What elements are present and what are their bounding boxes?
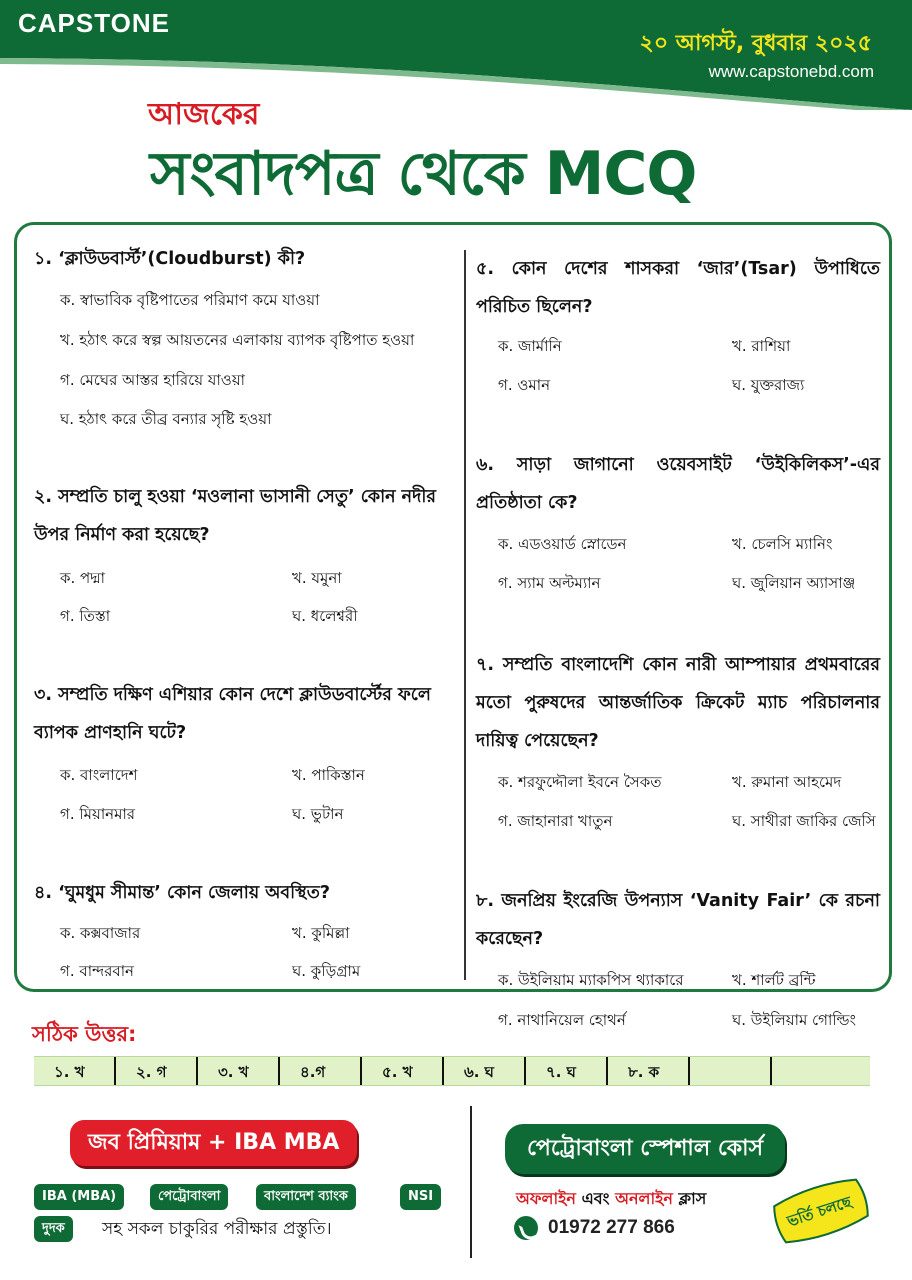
q5-option-d[interactable]: ঘ. যুক্তরাজ্য xyxy=(732,376,805,394)
q5-option-b[interactable]: খ. রাশিয়া xyxy=(732,337,791,355)
q3-option-b[interactable]: খ. পাকিস্তান xyxy=(292,766,365,784)
phone-contact[interactable] xyxy=(514,1214,675,1242)
question-2: ২. সম্প্রতি চালু হওয়া ‘মওলানা ভাসানী সেতু’ কোন নদীর উপর নির্মাণ করা হয়েছে? xyxy=(34,487,436,545)
date-label: ২০ আগস্ট, বুধবার ২০২৫ xyxy=(639,31,872,56)
online-label: অনলাইন xyxy=(615,1189,673,1208)
answers-bar xyxy=(34,1056,870,1086)
q7-option-c[interactable]: গ. জাহানারা খাতুন xyxy=(498,812,613,830)
question-5: ৫. কোন দেশের শাসকরা ‘জার’(Tsar) উপাধিতে পরিচিত ছিলেন? xyxy=(476,259,880,317)
tag-bangladesh-bank[interactable]: বাংলাদেশ ব্যাংক xyxy=(256,1184,356,1210)
q7-option-a[interactable]: ক. শরফুদ্দৌলা ইবনে সৈকত xyxy=(498,773,662,791)
q4-option-c[interactable]: গ. বান্দরবান xyxy=(60,962,135,980)
page-title: সংবাদপত্র থেকে MCQ xyxy=(150,139,697,209)
petrobangla-course-banner[interactable]: পেট্রোবাংলা স্পেশাল কোর্স xyxy=(505,1124,785,1174)
answer-cell: ৫. খ xyxy=(362,1057,444,1085)
q6-option-a[interactable]: ক. এডওয়ার্ড স্নোডেন xyxy=(498,535,627,553)
answer-cell xyxy=(772,1057,854,1085)
admission-stamp xyxy=(765,1168,876,1253)
q3-option-d[interactable]: ঘ. ভুটান xyxy=(292,805,344,823)
question-1: ১. ‘ক্লাউডবার্স্ট’(Cloudburst) কী? xyxy=(34,249,306,269)
q6-option-d[interactable]: ঘ. জুলিয়ান অ্যাসাঞ্জ xyxy=(732,574,856,592)
title-prefix: আজকের xyxy=(148,97,260,132)
phone-number[interactable]: 01972 277 866 xyxy=(548,1217,675,1238)
question-4: ৪. ‘ঘুমধুম সীমান্ত’ কোন জেলায় অবস্থিত? xyxy=(34,883,331,903)
q3-option-a[interactable]: ক. বাংলাদেশ xyxy=(60,766,138,784)
q2-option-b[interactable]: খ. যমুনা xyxy=(292,569,342,587)
q1-option-b[interactable]: খ. হঠাৎ করে স্বল্প আয়তনের এলাকায় ব্যাপক বৃষ্টিপাত হওয়া xyxy=(60,331,415,349)
classes-label: ক্লাস xyxy=(678,1189,707,1208)
tag-dudok[interactable]: দুদক xyxy=(34,1216,73,1242)
q4-option-b[interactable]: খ. কুমিল্লা xyxy=(292,924,350,942)
q1-option-c[interactable]: গ. মেঘের আস্তর হারিয়ে যাওয়া xyxy=(60,371,246,389)
prep-text: সহ সকল চাকুরির পরীক্ষার প্রস্তুতি। xyxy=(102,1219,332,1239)
answer-cell xyxy=(690,1057,772,1085)
offline-label: অফলাইন xyxy=(516,1189,576,1208)
q1-option-d[interactable]: ঘ. হঠাৎ করে তীব্র বন্যার সৃষ্টি হওয়া xyxy=(60,410,272,428)
answer-cell: ১. খ xyxy=(34,1057,116,1085)
answers-title: সঠিক উত্তর: xyxy=(32,1022,137,1046)
question-3: ৩. সম্প্রতি দক্ষিণ এশিয়ার কোন দেশে ক্লাউডবার্স্টের ফলে ব্যাপক প্রাণহানি ঘটে? xyxy=(34,685,431,743)
and-label: এবং xyxy=(581,1189,610,1208)
question-7: ৭. সম্প্রতি বাংলাদেশি কোন নারী আম্পায়ার প্রথমবারের মতো পুরুষদের আন্তর্জাতিক ক্রিকেট ম্যাচ পরিচালনার দায়িত্ব পেয়েছেন? xyxy=(476,655,880,751)
tag-iba-mba[interactable]: IBA (MBA) xyxy=(34,1184,124,1210)
question-8: ৮. জনপ্রিয় ইংরেজি উপন্যাস ‘Vanity Fair’ কে রচনা করেছেন? xyxy=(476,891,880,949)
q5-option-c[interactable]: গ. ওমান xyxy=(498,376,551,394)
q1-option-a[interactable]: ক. স্বাভাবিক বৃষ্টিপাতের পরিমাণ কমে যাওয়া xyxy=(60,291,320,309)
brand-logo: CAPSTONE xyxy=(18,8,170,38)
q8-option-d[interactable]: ঘ. উইলিয়াম গোল্ডিং xyxy=(732,1011,856,1029)
answer-cell: ৬. ঘ xyxy=(444,1057,526,1085)
stamp-text: ভর্তি চলছে xyxy=(784,1192,854,1231)
q8-option-a[interactable]: ক. উইলিয়াম ম্যাকপিস থ্যাকারে xyxy=(498,971,684,989)
answer-cell: ৪.গ xyxy=(280,1057,362,1085)
q6-option-c[interactable]: গ. স্যাম অল্টম্যান xyxy=(498,574,601,592)
q2-option-d[interactable]: ঘ. ধলেশ্বরী xyxy=(292,607,358,625)
q4-option-d[interactable]: ঘ. কুড়িগ্রাম xyxy=(292,962,361,980)
q7-option-b[interactable]: খ. রুমানা আহমেদ xyxy=(732,773,842,791)
answer-cell: ৩. খ xyxy=(198,1057,280,1085)
q2-option-a[interactable]: ক. পদ্মা xyxy=(60,569,106,587)
tag-petrobangla[interactable]: পেট্রোবাংলা xyxy=(150,1184,228,1210)
q7-option-d[interactable]: ঘ. সাথীরা জাকির জেসি xyxy=(732,812,876,830)
q2-option-c[interactable]: গ. তিস্তা xyxy=(60,607,111,625)
answer-cell: ৮. ক xyxy=(608,1057,690,1085)
q5-option-a[interactable]: ক. জার্মানি xyxy=(498,337,562,355)
phone-icon xyxy=(514,1216,538,1240)
q4-option-a[interactable]: ক. কক্সবাজার xyxy=(60,924,141,942)
footer-divider xyxy=(470,1106,472,1258)
answer-cell: ২. গ xyxy=(116,1057,198,1085)
job-premium-banner[interactable]: জব প্রিমিয়াম + IBA MBA xyxy=(70,1120,357,1166)
q6-option-b[interactable]: খ. চেলসি ম্যানিং xyxy=(732,535,833,553)
q3-option-c[interactable]: গ. মিয়ানমার xyxy=(60,805,136,823)
website-link[interactable]: www.capstonebd.com xyxy=(708,62,874,81)
tag-nsi[interactable]: NSI xyxy=(400,1184,441,1210)
class-mode xyxy=(516,1186,706,1213)
question-6: ৬. সাড়া জাগানো ওয়েবসাইট ‘উইকিলিকস’-এর প্রতিষ্ঠাতা কে? xyxy=(476,455,880,513)
q8-option-c[interactable]: গ. নাথানিয়েল হোথর্ন xyxy=(498,1011,626,1029)
answer-cell: ৭. ঘ xyxy=(526,1057,608,1085)
q8-option-b[interactable]: খ. শার্লট ব্রন্টি xyxy=(732,971,816,989)
column-divider xyxy=(464,250,466,980)
